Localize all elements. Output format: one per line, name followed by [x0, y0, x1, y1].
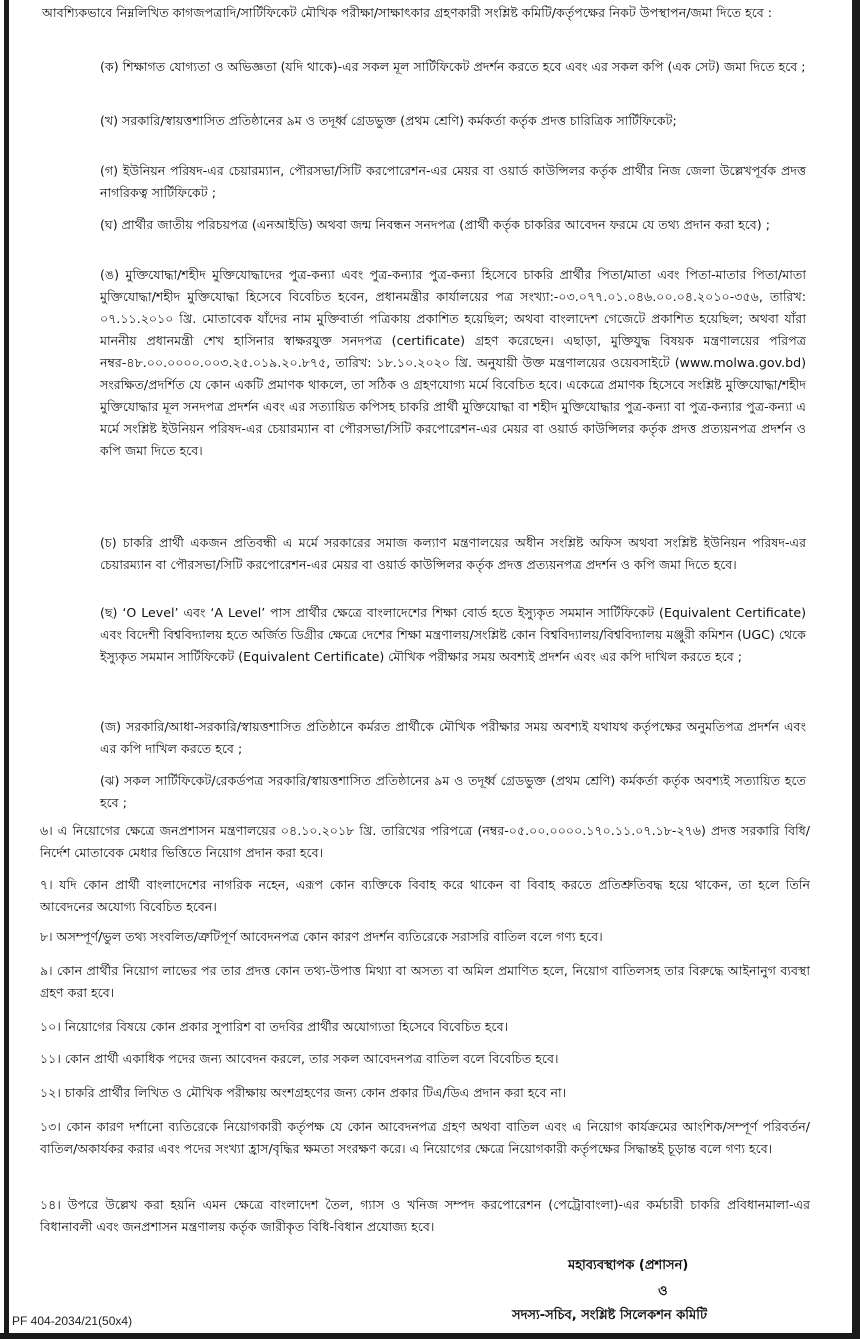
item-gha: (ঘ) প্রার্থীর জাতীয় পরিচয়পত্র (এনআইডি) অথবা জন্ম নিবন্ধন সনদপত্র (প্রার্থী কর্তৃক চাকরির আবেদন ফরমে যে তথ্য প্রদান করা হবে) ; [100, 217, 770, 232]
item-ja: (জ) সরকারি/আধা-সরকারি/স্বায়ত্তশাসিত প্রতিষ্ঠানে কর্মরত প্রার্থীকে মৌখিক পরীক্ষার সময় অবশ্যই যথাযথ কর্তৃপক্ষের অনুমতিপত্র প্রদর্শন এবং এর কপি দাখিল করতে হবে ; [100, 719, 806, 756]
item-uma: (ঙ) মুক্তিযোদ্ধা/শহীদ মুক্তিযোদ্ধাদের পুত্র-কন্যা এবং পুত্র-কন্যার পুত্র-কন্যা হিসেবে চাকরি প্রার্থীর পিতা/মাতা এবং পিতা-মাতার পিতা/মাতা মুক্তিযোদ্ধা/শহীদ মুক্তিযোদ্ধা হিসেবে বিবেচিত হবেন, প্রধানমন্ত্রীর কার্যালয়ের পত্র সংখ্যা:-০৩.০৭৭.০১.০৪৬.০০.০৪.২০১০-৩৫৬, তারিখ: ০৭.১১.২০১০ খ্রি. মোতাবেক যাঁদের নাম মুক্তিবার্তা পত্রিকায় প্রকাশিত হয়েছিল; অথবা বাংলাদেশ গেজেটে প্রকাশিত হয়েছিল; অথবা যাঁরা মাননীয় প্রধানমন্ত্রী শেখ হাসিনার স্বাক্ষরযুক্ত সনদপত্র (certificate) গ্রহণ করেছেন। এছাড়া, মুক্তিযুদ্ধ বিষয়ক মন্ত্রণালয়ের পরিপত্র নম্বর-৪৮.০০.০০০০.০০৩.২৫.০১৯.২০.৮৭৫, তারিখ: ১৮.১০.২০২০ খ্রি. অনুযায়ী উক্ত মন্ত্রণালয়ের ওয়েবসাইটে (www.molwa.gov.bd) সংরক্ষিত/প্রদর্শিত যে কোন একটি প্রমাণক থাকলে, তা সঠিক ও গ্রহণযোগ্য মর্মে বিবেচিত হবে। একেত্রে প্রমাণক হিসেবে সংশ্লিষ্ট মুক্তিযোদ্ধা/শহীদ মুক্তিযোদ্ধার মূল সনদপত্র প্রদর্শন এবং এর সত্যায়িত কপিসহ চাকরি প্রার্থী মুক্তিযোদ্ধা বা শহীদ মুক্তিযোদ্ধার পুত্র-কন্যা বা পুত্র-কন্যার পুত্র-কন্যা এ মর্মে সংশ্লিষ্ট ইউনিয়ন পরিষদ-এর চেয়ারম্যান বা পৌরসভা/সিটি করপোরেশন-এর মেয়র বা ওয়ার্ড কাউন্সিলর কর্তৃক প্রদত্ত প্রত্যয়নপত্র প্রদর্শন ও কপি জমা দিতে হবে। [100, 267, 806, 458]
clause-11: ১১। কোন প্রার্থী একাধিক পদের জন্য আবেদন করলে, তার সকল আবেদনপত্র বাতিল বলে বিবেচিত হবে। [40, 1051, 559, 1066]
clause-7: ৭। যদি কোন প্রার্থী বাংলাদেশের নাগরিক নহেন, এরূপ কোন ব্যক্তিকে বিবাহ করে থাকেন বা বিবাহ করতে প্রতিশ্রুতিবদ্ধ হয়ে থাকেন, তা হলে তিনি আবেদনের অযোগ্য বিবেচিত হবেন। [40, 877, 810, 914]
clause-14: ১৪। উপরে উল্লেখ করা হয়নি এমন ক্ষেত্রে বাংলাদেশ তৈল, গ্যাস ও খনিজ সম্পদ করপোরেশন (পেট্রোবাংলা)-এর কর্মচারী চাকরি প্রবিধানমালা-এর বিধানাবলী এবং জনপ্রশাসন মন্ত্রণালয় কর্তৃক জারীকৃত বিধি-বিধান প্রযোজ্য হবে। [40, 1197, 810, 1234]
print-code: PF 404-2034/21(50x4) [12, 1314, 133, 1328]
left-border [4, 0, 9, 1339]
signature-role: সদস্য-সচিব, সংশ্লিষ্ট সিলেকশন কমিটি [512, 1308, 708, 1323]
item-cha: (চ) চাকরি প্রার্থী একজন প্রতিবন্ধী এ মর্মে সরকারের সমাজ কল্যাণ মন্ত্রণালয়ের অধীন সংশ্লিষ্ট অফিস অথবা সংশ্লিষ্ট ইউনিয়ন পরিষদ-এর চেয়ারম্যান বা পৌরসভা/সিটি করপোরেশন-এর মেয়র বা ওয়ার্ড কাউন্সিলর কর্তৃক প্রদত্ত প্রত্যয়নপত্র প্রদর্শন ও কপি জমা দিতে হবে। [100, 535, 806, 572]
signature-title: মহাব্যবস্থাপক (প্রশাসন) [568, 1258, 689, 1273]
clause-9: ৯। কোন প্রার্থীর নিয়োগ লাভের পর তার প্রদত্ত কোন তথ্য-উপাত্ত মিথ্যা বা অসত্য বা অমিল প্রমাণিত হলে, নিয়োগ বাতিলসহ তার বিরুদ্ধে আইনানুগ ব্যবস্থা গ্রহণ করা হবে। [40, 963, 810, 1000]
signature-conjunction: ও [658, 1284, 668, 1299]
bottom-border [0, 1333, 860, 1339]
clause-12: ১২। চাকরি প্রার্থীর লিখিত ও মৌখিক পরীক্ষায় অংশগ্রহণের জন্য কোন প্রকার টিএ/ডিএ প্রদান করা হবে না। [40, 1085, 567, 1100]
intro-paragraph: আবশ্যিকভাবে নিম্নলিখিত কাগজপত্রাদি/সার্টিফিকেট মৌখিক পরীক্ষা/সাক্ষাৎকার গ্রহণকারী সংশ্লিষ্ট কমিটি/কর্তৃপক্ষের নিকট উপস্থাপন/জমা দিতে হবে : [42, 5, 773, 20]
clause-6: ৬। এ নিয়োগের ক্ষেত্রে জনপ্রশাসন মন্ত্রণালয়ের ০৪.১০.২০১৮ খ্রি. তারিখের পরিপত্রে (নম্বর-০৫.০০.০০০০.১৭০.১১.০৭.১৮-২৭৬) প্রদত্ত সরকারি বিধি/নির্দেশ মোতাবেক মেধার ভিত্তিতে নিয়োগ প্রদান করা হবে। [40, 823, 810, 860]
clause-10: ১০। নিয়োগের বিষয়ে কোন প্রকার সুপারিশ বা তদবির প্রার্থীর অযোগ্যতা হিসেবে বিবেচিত হবে। [40, 1019, 509, 1034]
clause-8: ৮। অসম্পূর্ণ/ভুল তথ্য সংবলিত/ত্রুটিপূর্ণ আবেদনপত্র কোন কারণ প্রদর্শন ব্যতিরেকে সরাসরি বাতিল বলে গণ্য হবে। [40, 929, 603, 944]
item-ga: (গ) ইউনিয়ন পরিষদ-এর চেয়ারম্যান, পৌরসভা/সিটি করপোরেশন-এর মেয়র বা ওয়ার্ড কাউন্সিলর কর্তৃক প্রার্থীর নিজ জেলা উল্লেখপূর্বক প্রদত্ত নাগরিকত্ব সার্টিফিকেট ; [100, 163, 806, 200]
item-ka: (ক) শিক্ষাগত যোগ্যতা ও অভিজ্ঞতা (যদি থাকে)-এর সকল মূল সার্টিফিকেট প্রদর্শন করতে হবে এবং এর সকল কপি (এক সেট) জমা দিতে হবে ; [100, 59, 806, 74]
item-kha: (খ) সরকারি/স্বায়ত্তশাসিত প্রতিষ্ঠানের ৯ম ও তদূর্ধ্ব গ্রেডভুক্ত (প্রথম শ্রেণি) কর্মকর্তা কর্তৃক প্রদত্ত চারিত্রিক সার্টিফিকেট; [100, 113, 677, 128]
item-jha: (ঝ) সকল সার্টিফিকেট/রেকর্ডপত্র সরকারি/স্বায়ত্তশাসিত প্রতিষ্ঠানের ৯ম ও তদূর্ধ্ব গ্রেডভুক্ত (প্রথম শ্রেণি) কর্মকর্তা কর্তৃক অবশ্যই সত্যায়িত হতে হবে ; [100, 773, 806, 810]
item-chha: (ছ) ‘O Level’ এবং ‘A Level’ পাস প্রার্থীর ক্ষেত্রে বাংলাদেশের শিক্ষা বোর্ড হতে ইস্যুকৃত সমমান সার্টিফিকেট (Equivalent Certificate) এবং বিদেশী বিশ্ববিদ্যালয় হতে অর্জিত ডিগ্রীর ক্ষেত্রে দেশের শিক্ষা মন্ত্রণালয়/সংশ্লিষ্ট কোন বিশ্ববিদ্যালয়/বিশ্ববিদ্যালয় মঞ্জুরী কমিশন (UGC) থেকে ইস্যুকৃত সমমান সার্টিফিকেট (Equivalent Certificate) মৌখিক পরীক্ষার সময় অবশ্যই প্রদর্শন এবং এর কপি দাখিল করতে হবে ; [100, 605, 806, 664]
right-border [852, 0, 860, 1339]
clause-13: ১৩। কোন কারণ দর্শানো ব্যতিরেকে নিয়োগকারী কর্তৃপক্ষ যে কোন আবেদনপত্র গ্রহণ অথবা বাতিল এবং এ নিয়োগ কার্যক্রমের আংশিক/সম্পূর্ণ পরিবর্তন/বাতিল/অকার্যকর করার এবং পদের সংখ্যা হ্রাস/বৃদ্ধির ক্ষমতা সংরক্ষণ করে। এ নিয়োগের ক্ষেত্রে নিয়োগকারী কর্তৃপক্ষের সিদ্ধান্তই চূড়ান্ত বলে গণ্য হবে। [40, 1119, 810, 1156]
